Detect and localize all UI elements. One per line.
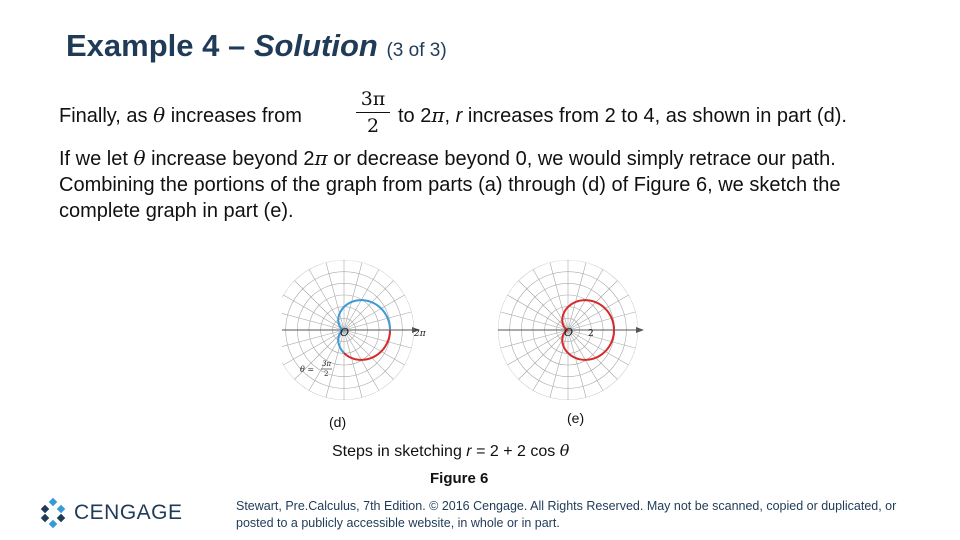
theta-frac-num-d: 3π	[322, 360, 332, 368]
grid-ray	[344, 295, 405, 330]
caption-text-b: = 2 + 2 cos	[471, 443, 560, 460]
fraction-bar	[356, 112, 390, 113]
cengage-logo	[38, 498, 183, 528]
fraction-numerator: 3π	[360, 88, 386, 110]
theta-symbol: θ	[153, 103, 166, 127]
grid-ray	[295, 281, 344, 330]
pi-symbol: π	[314, 146, 328, 170]
para1-text-c: to 2	[398, 105, 432, 127]
r-variable: r	[455, 105, 463, 127]
grid-ray	[507, 295, 568, 330]
para1-text-b: increases from	[165, 105, 302, 127]
cengage-logo-text: CENGAGE	[74, 501, 183, 524]
para2-text-b: increase beyond 2	[145, 148, 315, 170]
para2-text-a: If we let	[59, 148, 134, 170]
axis-arrow-icon	[636, 327, 644, 333]
origin-label-d: O	[340, 326, 350, 339]
label-d: (d)	[329, 414, 347, 430]
title-solution: Solution	[253, 28, 378, 63]
grid-ray	[507, 330, 568, 365]
figure-caption	[332, 441, 569, 461]
grid-ray	[568, 281, 617, 330]
grid-ray	[283, 295, 344, 330]
theta-symbol: θ	[133, 146, 146, 170]
figure-6-polar-graphs	[282, 244, 662, 408]
two-label-e: 2	[588, 329, 594, 339]
paragraph-1-continued	[398, 103, 847, 128]
pi-symbol: π	[431, 103, 445, 127]
title-suffix: (3 of 3)	[386, 40, 447, 61]
copyright-notice: Stewart, Pre.Calculus, 7th Edition. © 2016 Cengage. All Rights Reserved. May not be scanned, copied or duplicated, or posted to a publicly accessible website, in whole or in part.	[236, 499, 897, 530]
two-pi-label-d: 2π	[414, 329, 426, 339]
theta-frac-den-d: 2	[324, 370, 329, 378]
caption-text-a: Steps in sketching	[332, 443, 467, 460]
cengage-logo-icon	[38, 498, 68, 528]
grid-ray	[568, 330, 629, 365]
grid-ray	[344, 330, 393, 379]
grid-ray	[344, 281, 393, 330]
paragraph-1	[59, 103, 302, 128]
label-e: (e)	[567, 410, 585, 426]
grid-ray	[283, 330, 344, 365]
figure-label: Figure 6	[430, 470, 489, 487]
fraction-denominator: 2	[366, 115, 380, 137]
fraction-3pi-over-2	[356, 88, 390, 137]
slide-title	[66, 28, 447, 64]
para1-text-a: Finally, as	[59, 105, 154, 127]
para2-text-c: or decrease beyond 0, we would simply retrace our path. Combining the portions of the graph from parts (a) through (d) of Figure 6, we sketch the complete graph in part (e).	[59, 148, 841, 222]
grid-ray	[568, 295, 629, 330]
para1-text-d: ,	[444, 105, 456, 127]
caption-theta: θ	[559, 441, 570, 460]
para1-text-e: increases from 2 to 4, as shown in part (d).	[462, 105, 847, 127]
title-main: Example 4 –	[66, 28, 254, 63]
grid-ray	[344, 330, 405, 365]
paragraph-2	[59, 145, 909, 224]
grid-ray	[519, 330, 568, 379]
theta-label-d: θ =	[300, 365, 315, 374]
grid-ray	[519, 281, 568, 330]
origin-label-e: O	[564, 326, 574, 339]
caption-r: r	[466, 443, 472, 460]
